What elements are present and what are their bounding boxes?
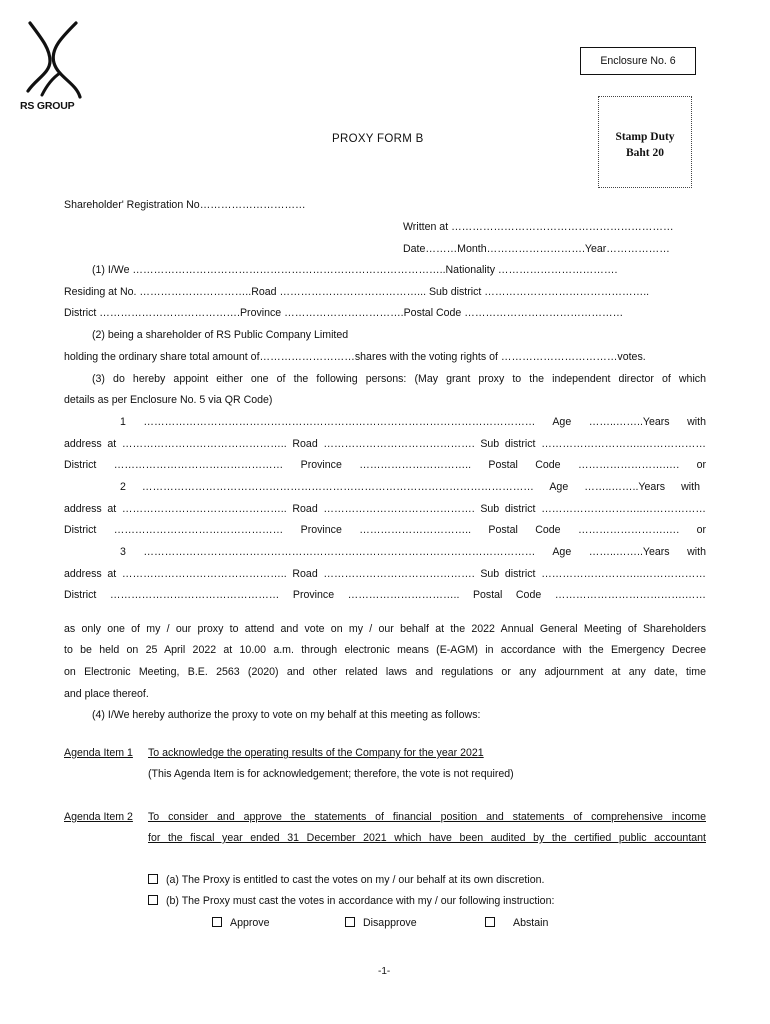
proxy-2-district-line[interactable]: District ………………………………………… Province ………………………….. Postal Code …………………….…. or: [64, 524, 706, 536]
proxy-3-name-line[interactable]: 3 ………………………………………………………………………………………………… Age ……..……..Years with: [120, 546, 706, 558]
option-a-checkbox[interactable]: [148, 874, 158, 884]
written-at-field[interactable]: Written at ………………………………………………………: [403, 221, 674, 233]
appoint-text: (3) do hereby appoint either one of the following persons: (May grant proxy to the independent director of which: [92, 373, 706, 385]
enclosure-box: [580, 47, 696, 75]
abstain-checkbox[interactable]: [485, 917, 495, 927]
proxy-3-district-line[interactable]: District ………………………………………… Province ………………………….. Postal Code ……………………………….……: [64, 589, 706, 601]
agenda-1-title: To acknowledge the operating results of the Company for the year 2021: [148, 747, 484, 759]
abstain-label: Abstain: [513, 917, 549, 929]
agenda-2-label: Agenda Item 2: [64, 811, 133, 823]
option-b-row[interactable]: [148, 895, 554, 907]
page-number: -1-: [378, 966, 391, 977]
proxy-3-address-line[interactable]: address at ……………………………………….. Road ……………………………………. Sub district ………………………..………………: [64, 568, 706, 580]
proxy-1-address-line[interactable]: address at ……………………………………….. Road ……………………………………. Sub district ………………………..………………: [64, 438, 706, 450]
shareholder-name-line[interactable]: (1) I/We ……………………………………………………………………………..Nationality …………………………….: [92, 264, 618, 276]
approve-option[interactable]: [212, 917, 269, 929]
rs-group-logo-icon: [20, 16, 90, 112]
approve-label: Approve: [230, 917, 270, 929]
proxy-2-name-line[interactable]: 2 ………………………………………………………………………………………………… Age ……..……..Years with: [120, 481, 700, 493]
proxy-purpose-text: to be held on 25 April 2022 at 10.00 a.m. through electronic means (E-AGM) in accordance with the Emergency Decree: [64, 644, 706, 656]
authorize-text: (4) I/We hereby authorize the proxy to vote on my behalf at this meeting as follows:: [92, 709, 481, 721]
stamp-duty-box: [598, 96, 692, 188]
shareholder-of-text: (2) being a shareholder of: [92, 329, 217, 341]
stamp-amount-label: Baht 20: [625, 147, 665, 159]
appoint-text-cont: details as per Enclosure No. 5 via QR Code): [64, 394, 273, 406]
district-line[interactable]: District ………………………………….Province …………………………….Postal Code ………………………………………: [64, 307, 624, 319]
shareholder-of-line: [92, 329, 348, 341]
option-b-label: (b) The Proxy must cast the votes in accordance with my / our following instruction:: [166, 895, 555, 907]
form-title: PROXY FORM B: [332, 133, 424, 145]
abstain-option[interactable]: [485, 917, 548, 929]
enclosure-label: Enclosure No. 6: [600, 55, 676, 67]
stamp-duty-label: Stamp Duty: [615, 131, 675, 143]
date-field[interactable]: Date………Month……………………….Year………………: [403, 243, 670, 255]
option-a-label: (a) The Proxy is entitled to cast the votes on my / our behalf at its own discretion.: [166, 874, 545, 886]
proxy-purpose-text: as only one of my / our proxy to attend and vote on my / our behalf at the 2022 Annual General Meeting of Shareholders: [64, 623, 706, 635]
proxy-purpose-text: and place thereof.: [64, 688, 149, 700]
address-line[interactable]: Residing at No. …………………………..Road …………………………………... Sub district ………………………………………..: [64, 286, 650, 298]
agenda-2-title: To consider and approve the statements of financial position and statements of comprehensive income: [148, 811, 706, 823]
proxy-purpose-text: on Electronic Meeting, B.E. 2563 (2020) and other related laws and regulations or any adjournment at any date, time: [64, 666, 706, 678]
disapprove-option[interactable]: [345, 917, 417, 929]
disapprove-checkbox[interactable]: [345, 917, 355, 927]
approve-checkbox[interactable]: [212, 917, 222, 927]
company-name: RS Public Company Limited: [216, 329, 349, 341]
agenda-1-note: (This Agenda Item is for acknowledgement; therefore, the vote is not required): [148, 768, 514, 780]
option-b-checkbox[interactable]: [148, 895, 158, 905]
option-a-row[interactable]: [148, 874, 544, 886]
disapprove-label: Disapprove: [363, 917, 417, 929]
logo-text: RS GROUP: [20, 100, 75, 112]
proxy-1-name-line[interactable]: 1 ………………………………………………………………………………………………… Age ……..……..Years with: [120, 416, 706, 428]
share-amount-line[interactable]: holding the ordinary share total amount of………………………shares with the voting rights of ……………………………votes.: [64, 351, 646, 363]
proxy-2-address-line[interactable]: address at ……………………………………….. Road ……………………………………. Sub district ………………………..………………: [64, 503, 706, 515]
registration-no-field[interactable]: Shareholder' Registration No…………………………: [64, 199, 306, 211]
proxy-1-district-line[interactable]: District ………………………………………… Province ………………………….. Postal Code …………………….…. or: [64, 459, 706, 471]
agenda-1-label: Agenda Item 1: [64, 747, 133, 759]
agenda-2-title-cont: for the fiscal year ended 31 December 2021 which have been audited by the certified public accountant: [148, 832, 706, 844]
